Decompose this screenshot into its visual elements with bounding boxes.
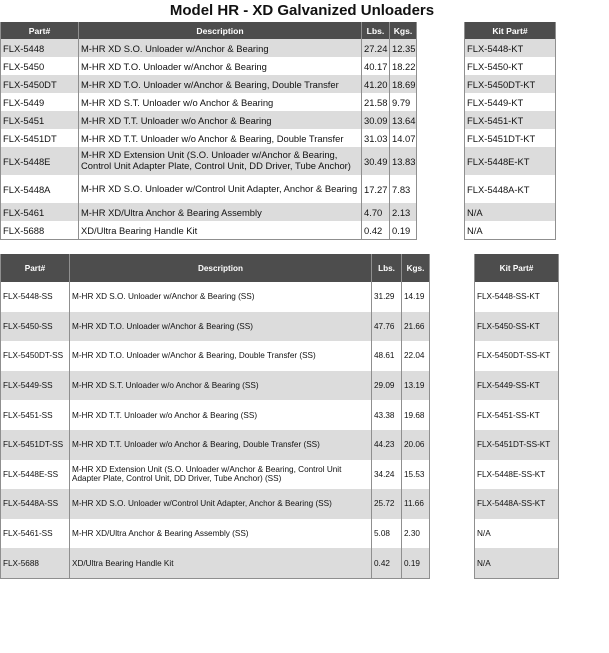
lbs-cell: 31.03	[362, 129, 390, 147]
lbs-cell: 21.58	[362, 93, 390, 111]
table-row	[1, 430, 430, 460]
col-header-description: Description	[70, 254, 372, 282]
lbs-cell: 29.09	[372, 371, 402, 401]
kgs-cell: 22.04	[402, 341, 430, 371]
description-cell: M-HR XD T.O. Unloader w/Anchor & Bearing, Double Transfer	[79, 75, 362, 93]
table-row	[465, 203, 556, 221]
table-row	[1, 111, 417, 129]
part-cell: FLX-5461	[1, 203, 79, 221]
kgs-cell: 7.83	[390, 175, 417, 203]
page-title: Model HR - XD Galvanized Unloaders	[169, 2, 435, 19]
description-cell: M-HR XD T.O. Unloader w/Anchor & Bearing (SS)	[70, 312, 372, 342]
kit-cell: FLX-5448E-SS-KT	[475, 460, 559, 490]
description-cell: M-HR XD Extension Unit (S.O. Unloader w/Anchor & Bearing, Control Unit Adapter Plate, Control Unit, DD Driver, Tube Anchor) (SS)	[70, 460, 372, 490]
kgs-cell: 20.06	[402, 430, 430, 460]
lbs-cell: 0.42	[362, 221, 390, 240]
description-cell: M-HR XD T.T. Unloader w/o Anchor & Bearing, Double Transfer	[79, 129, 362, 147]
table-row	[1, 39, 417, 57]
table-row	[465, 57, 556, 75]
table-row	[475, 519, 559, 549]
lbs-cell: 48.61	[372, 341, 402, 371]
kit-cell: N/A	[465, 221, 556, 240]
kgs-cell: 13.19	[402, 371, 430, 401]
lbs-cell: 31.29	[372, 282, 402, 312]
table-row	[465, 111, 556, 129]
lbs-cell: 30.09	[362, 111, 390, 129]
description-cell: M-HR XD Extension Unit (S.O. Unloader w/Anchor & Bearing, Control Unit Adapter Plate, Control Unit, DD Driver, Tube Anchor)	[79, 147, 362, 175]
col-header-part: Part#	[1, 254, 70, 282]
part-cell: FLX-5449-SS	[1, 371, 70, 401]
col-header-kgs: Kgs.	[390, 22, 417, 39]
table-row	[1, 203, 417, 221]
table-row	[475, 371, 559, 401]
description-cell: XD/Ultra Bearing Handle Kit	[70, 548, 372, 578]
table-row	[1, 75, 417, 93]
lbs-cell: 47.76	[372, 312, 402, 342]
kgs-cell: 0.19	[390, 221, 417, 240]
lbs-cell: 30.49	[362, 147, 390, 175]
table-row	[1, 147, 417, 175]
kit-cell: N/A	[475, 548, 559, 578]
description-cell: M-HR XD S.O. Unloader w/Anchor & Bearing (SS)	[70, 282, 372, 312]
part-cell: FLX-5449	[1, 93, 79, 111]
table-row	[465, 175, 556, 203]
kit-cell: FLX-5451DT-KT	[465, 129, 556, 147]
table-row	[475, 548, 559, 578]
lbs-cell: 0.42	[372, 548, 402, 578]
col-header-kit: Kit Part#	[465, 22, 556, 39]
part-cell: FLX-5448	[1, 39, 79, 57]
description-cell: M-HR XD T.T. Unloader w/o Anchor & Bearing	[79, 111, 362, 129]
lbs-cell: 40.17	[362, 57, 390, 75]
description-cell: M-HR XD T.T. Unloader w/o Anchor & Bearing, Double Transfer (SS)	[70, 430, 372, 460]
part-cell: FLX-5451-SS	[1, 400, 70, 430]
kit-cell: FLX-5450-KT	[465, 57, 556, 75]
kgs-cell: 21.66	[402, 312, 430, 342]
table-row	[465, 39, 556, 57]
part-cell: FLX-5451DT-SS	[1, 430, 70, 460]
table-row	[475, 430, 559, 460]
kgs-cell: 2.13	[390, 203, 417, 221]
part-cell: FLX-5461-SS	[1, 519, 70, 549]
kgs-cell: 18.69	[390, 75, 417, 93]
stainless-table	[0, 254, 430, 579]
table-row	[1, 175, 417, 203]
table-row	[1, 489, 430, 519]
table-row	[1, 400, 430, 430]
table-row	[465, 129, 556, 147]
kgs-cell: 13.64	[390, 111, 417, 129]
description-cell: M-HR XD S.O. Unloader w/Anchor & Bearing	[79, 39, 362, 57]
lbs-cell: 34.24	[372, 460, 402, 490]
kgs-cell: 15.53	[402, 460, 430, 490]
kit-cell: N/A	[465, 203, 556, 221]
part-cell: FLX-5450-SS	[1, 312, 70, 342]
table-row	[465, 221, 556, 240]
part-cell: FLX-5688	[1, 221, 79, 240]
table-row	[1, 282, 430, 312]
part-cell: FLX-5448A	[1, 175, 79, 203]
description-cell: M-HR XD S.T. Unloader w/o Anchor & Bearing	[79, 93, 362, 111]
kit-cell: FLX-5450DT-KT	[465, 75, 556, 93]
kit-cell: FLX-5448A-SS-KT	[475, 489, 559, 519]
table-row	[465, 75, 556, 93]
kit-cell: FLX-5451DT-SS-KT	[475, 430, 559, 460]
part-cell: FLX-5448E	[1, 147, 79, 175]
part-cell: FLX-5450DT	[1, 75, 79, 93]
galvanized-table	[0, 22, 417, 240]
kgs-cell: 12.35	[390, 39, 417, 57]
table-row	[1, 57, 417, 75]
lbs-cell: 44.23	[372, 430, 402, 460]
part-cell: FLX-5688	[1, 548, 70, 578]
kit-cell: FLX-5449-KT	[465, 93, 556, 111]
kgs-cell: 9.79	[390, 93, 417, 111]
col-header-lbs: Lbs.	[362, 22, 390, 39]
lbs-cell: 4.70	[362, 203, 390, 221]
part-cell: FLX-5450	[1, 57, 79, 75]
table-row	[475, 282, 559, 312]
kgs-cell: 2.30	[402, 519, 430, 549]
kgs-cell: 18.22	[390, 57, 417, 75]
kit-cell: FLX-5450DT-SS-KT	[475, 341, 559, 371]
col-header-kit: Kit Part#	[475, 254, 559, 282]
table-row	[1, 371, 430, 401]
lbs-cell: 17.27	[362, 175, 390, 203]
kit-cell: FLX-5451-KT	[465, 111, 556, 129]
part-cell: FLX-5448E-SS	[1, 460, 70, 490]
description-cell: M-HR XD/Ultra Anchor & Bearing Assembly (SS)	[70, 519, 372, 549]
lbs-cell: 41.20	[362, 75, 390, 93]
lbs-cell: 27.24	[362, 39, 390, 57]
table-row	[1, 93, 417, 111]
col-header-part: Part#	[1, 22, 79, 39]
table-row	[475, 400, 559, 430]
part-cell: FLX-5448A-SS	[1, 489, 70, 519]
table-row	[1, 341, 430, 371]
col-header-description: Description	[79, 22, 362, 39]
kit-cell: N/A	[475, 519, 559, 549]
description-cell: M-HR XD/Ultra Anchor & Bearing Assembly	[79, 203, 362, 221]
table-row	[475, 341, 559, 371]
kit-cell: FLX-5450-SS-KT	[475, 312, 559, 342]
description-cell: M-HR XD S.O. Unloader w/Control Unit Adapter, Anchor & Bearing (SS)	[70, 489, 372, 519]
kgs-cell: 14.07	[390, 129, 417, 147]
lbs-cell: 25.72	[372, 489, 402, 519]
description-cell: M-HR XD S.O. Unloader w/Control Unit Adapter, Anchor & Bearing	[79, 175, 362, 203]
kit-cell: FLX-5448-KT	[465, 39, 556, 57]
description-cell: M-HR XD T.O. Unloader w/Anchor & Bearing	[79, 57, 362, 75]
table-row	[1, 312, 430, 342]
description-cell: M-HR XD T.O. Unloader w/Anchor & Bearing, Double Transfer (SS)	[70, 341, 372, 371]
part-cell: FLX-5450DT-SS	[1, 341, 70, 371]
kgs-cell: 13.83	[390, 147, 417, 175]
part-cell: FLX-5451DT	[1, 129, 79, 147]
galvanized-kit-table	[464, 22, 556, 240]
lbs-cell: 43.38	[372, 400, 402, 430]
table-row	[1, 460, 430, 490]
kgs-cell: 19.68	[402, 400, 430, 430]
table-row	[1, 548, 430, 578]
table-row	[1, 519, 430, 549]
part-cell: FLX-5451	[1, 111, 79, 129]
col-header-lbs: Lbs.	[372, 254, 402, 282]
table-row	[1, 221, 417, 240]
description-cell: M-HR XD T.T. Unloader w/o Anchor & Bearing (SS)	[70, 400, 372, 430]
lbs-cell: 5.08	[372, 519, 402, 549]
kit-cell: FLX-5448A-KT	[465, 175, 556, 203]
kit-cell: FLX-5448-SS-KT	[475, 282, 559, 312]
table-row	[465, 147, 556, 175]
description-cell: XD/Ultra Bearing Handle Kit	[79, 221, 362, 240]
table-row	[475, 489, 559, 519]
kit-cell: FLX-5448E-KT	[465, 147, 556, 175]
table-row	[475, 312, 559, 342]
description-cell: M-HR XD S.T. Unloader w/o Anchor & Bearing (SS)	[70, 371, 372, 401]
table-row	[1, 129, 417, 147]
table-row	[475, 460, 559, 490]
table-row	[465, 93, 556, 111]
col-header-kgs: Kgs.	[402, 254, 430, 282]
kgs-cell: 0.19	[402, 548, 430, 578]
stainless-kit-table	[474, 254, 559, 579]
kgs-cell: 11.66	[402, 489, 430, 519]
part-cell: FLX-5448-SS	[1, 282, 70, 312]
kit-cell: FLX-5451-SS-KT	[475, 400, 559, 430]
kit-cell: FLX-5449-SS-KT	[475, 371, 559, 401]
kgs-cell: 14.19	[402, 282, 430, 312]
